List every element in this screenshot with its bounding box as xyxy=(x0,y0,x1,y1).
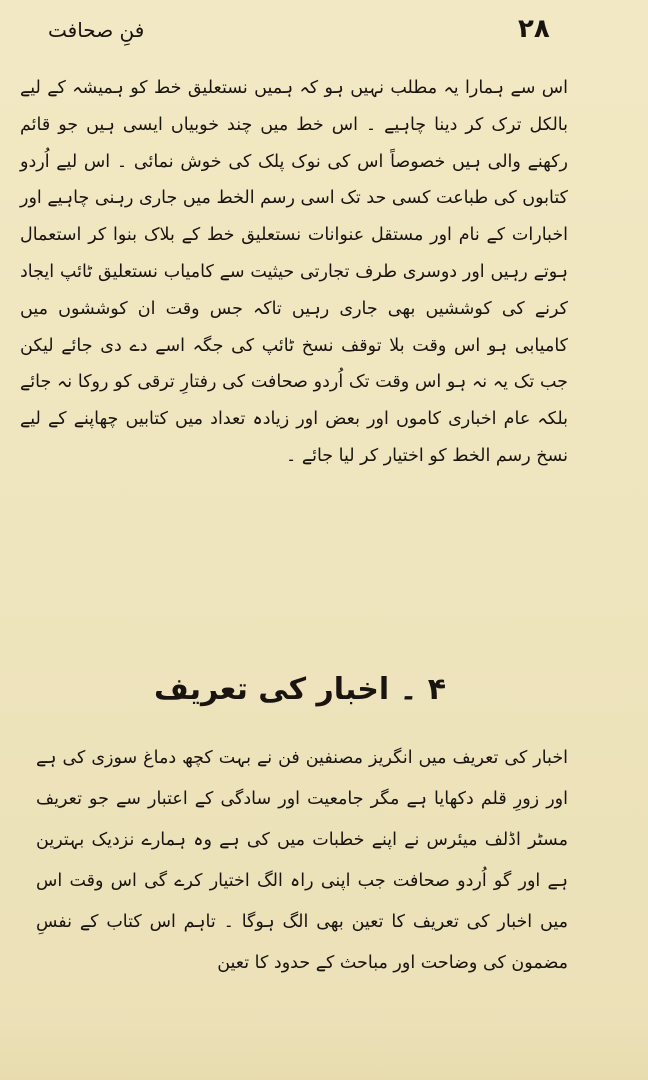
page-shadow xyxy=(0,1020,648,1080)
page-number: ۲۸ xyxy=(518,14,550,44)
section-title: ۴ ۔ اخبار کی تعریف xyxy=(153,672,446,707)
page-header xyxy=(0,12,648,48)
paragraph-1: اس سے ہمارا یہ مطلب نہیں ہو کہ ہمیں نستعلیق خط کو ہمیشہ کے لیے بالکل ترک کر دینا چاہیے ۔ اس خط میں چند خوبیاں ایسی ہیں جو قائم رکھنے والی ہیں خصوصاً اس کی نوک پلک کی خوش نمائی ۔ اس لیے اُردو کتابوں کی طباعت کسی حد تک اسی رسم الخط میں جاری رہنی چاہیے اور اخبارات کے نام اور مستقل عنوانات نستعلیق خط کے بلاک بنوا کر استعمال ہوتے رہیں اور دوسری طرف تجارتی حیثیت سے کامیاب نستعلیق ٹائپ ایجاد کرنے کی کوششیں بھی جاری رہیں تاکہ جس وقت ان کوششوں میں کامیابی ہو اس وقت بلا توقف نسخ ٹائپ کی جگہ اسے دے دی جائے لیکن جب تک یہ نہ ہو اس وقت تک اُردو صحافت کی رفتارِ ترقی کو روکا نہ جائے بلکہ عام اخباری کاموں اور بعض اور زیادہ تعداد میں کتابیں چھاپنے کے لیے نسخ رسم الخط کو اختیار کر لیا جائے ۔ xyxy=(20,78,568,466)
running-head: فنِ صحافت xyxy=(48,18,145,42)
paragraph-2: اخبار کی تعریف میں انگریز مصنفین فن نے بہت کچھ دماغ سوزی کی ہے اور زورِ قلم دکھایا ہے مگر جامعیت اور سادگی کے اعتبار سے جو تعریف مسٹر اڈلف میئرس نے اپنے خطبات میں کی ہے وہ ہمارے نزدیک بہترین ہے اور گو اُردو صحافت جب اپنی راہ الگ اختیار کرے گی اس وقت اس میں اخبار کی تعریف کا تعین بھی الگ ہوگا ۔ تاہم اس کتاب کے نفسِ مضمون کی وضاحت اور مباحث کے حدود کا تعین xyxy=(36,748,568,973)
